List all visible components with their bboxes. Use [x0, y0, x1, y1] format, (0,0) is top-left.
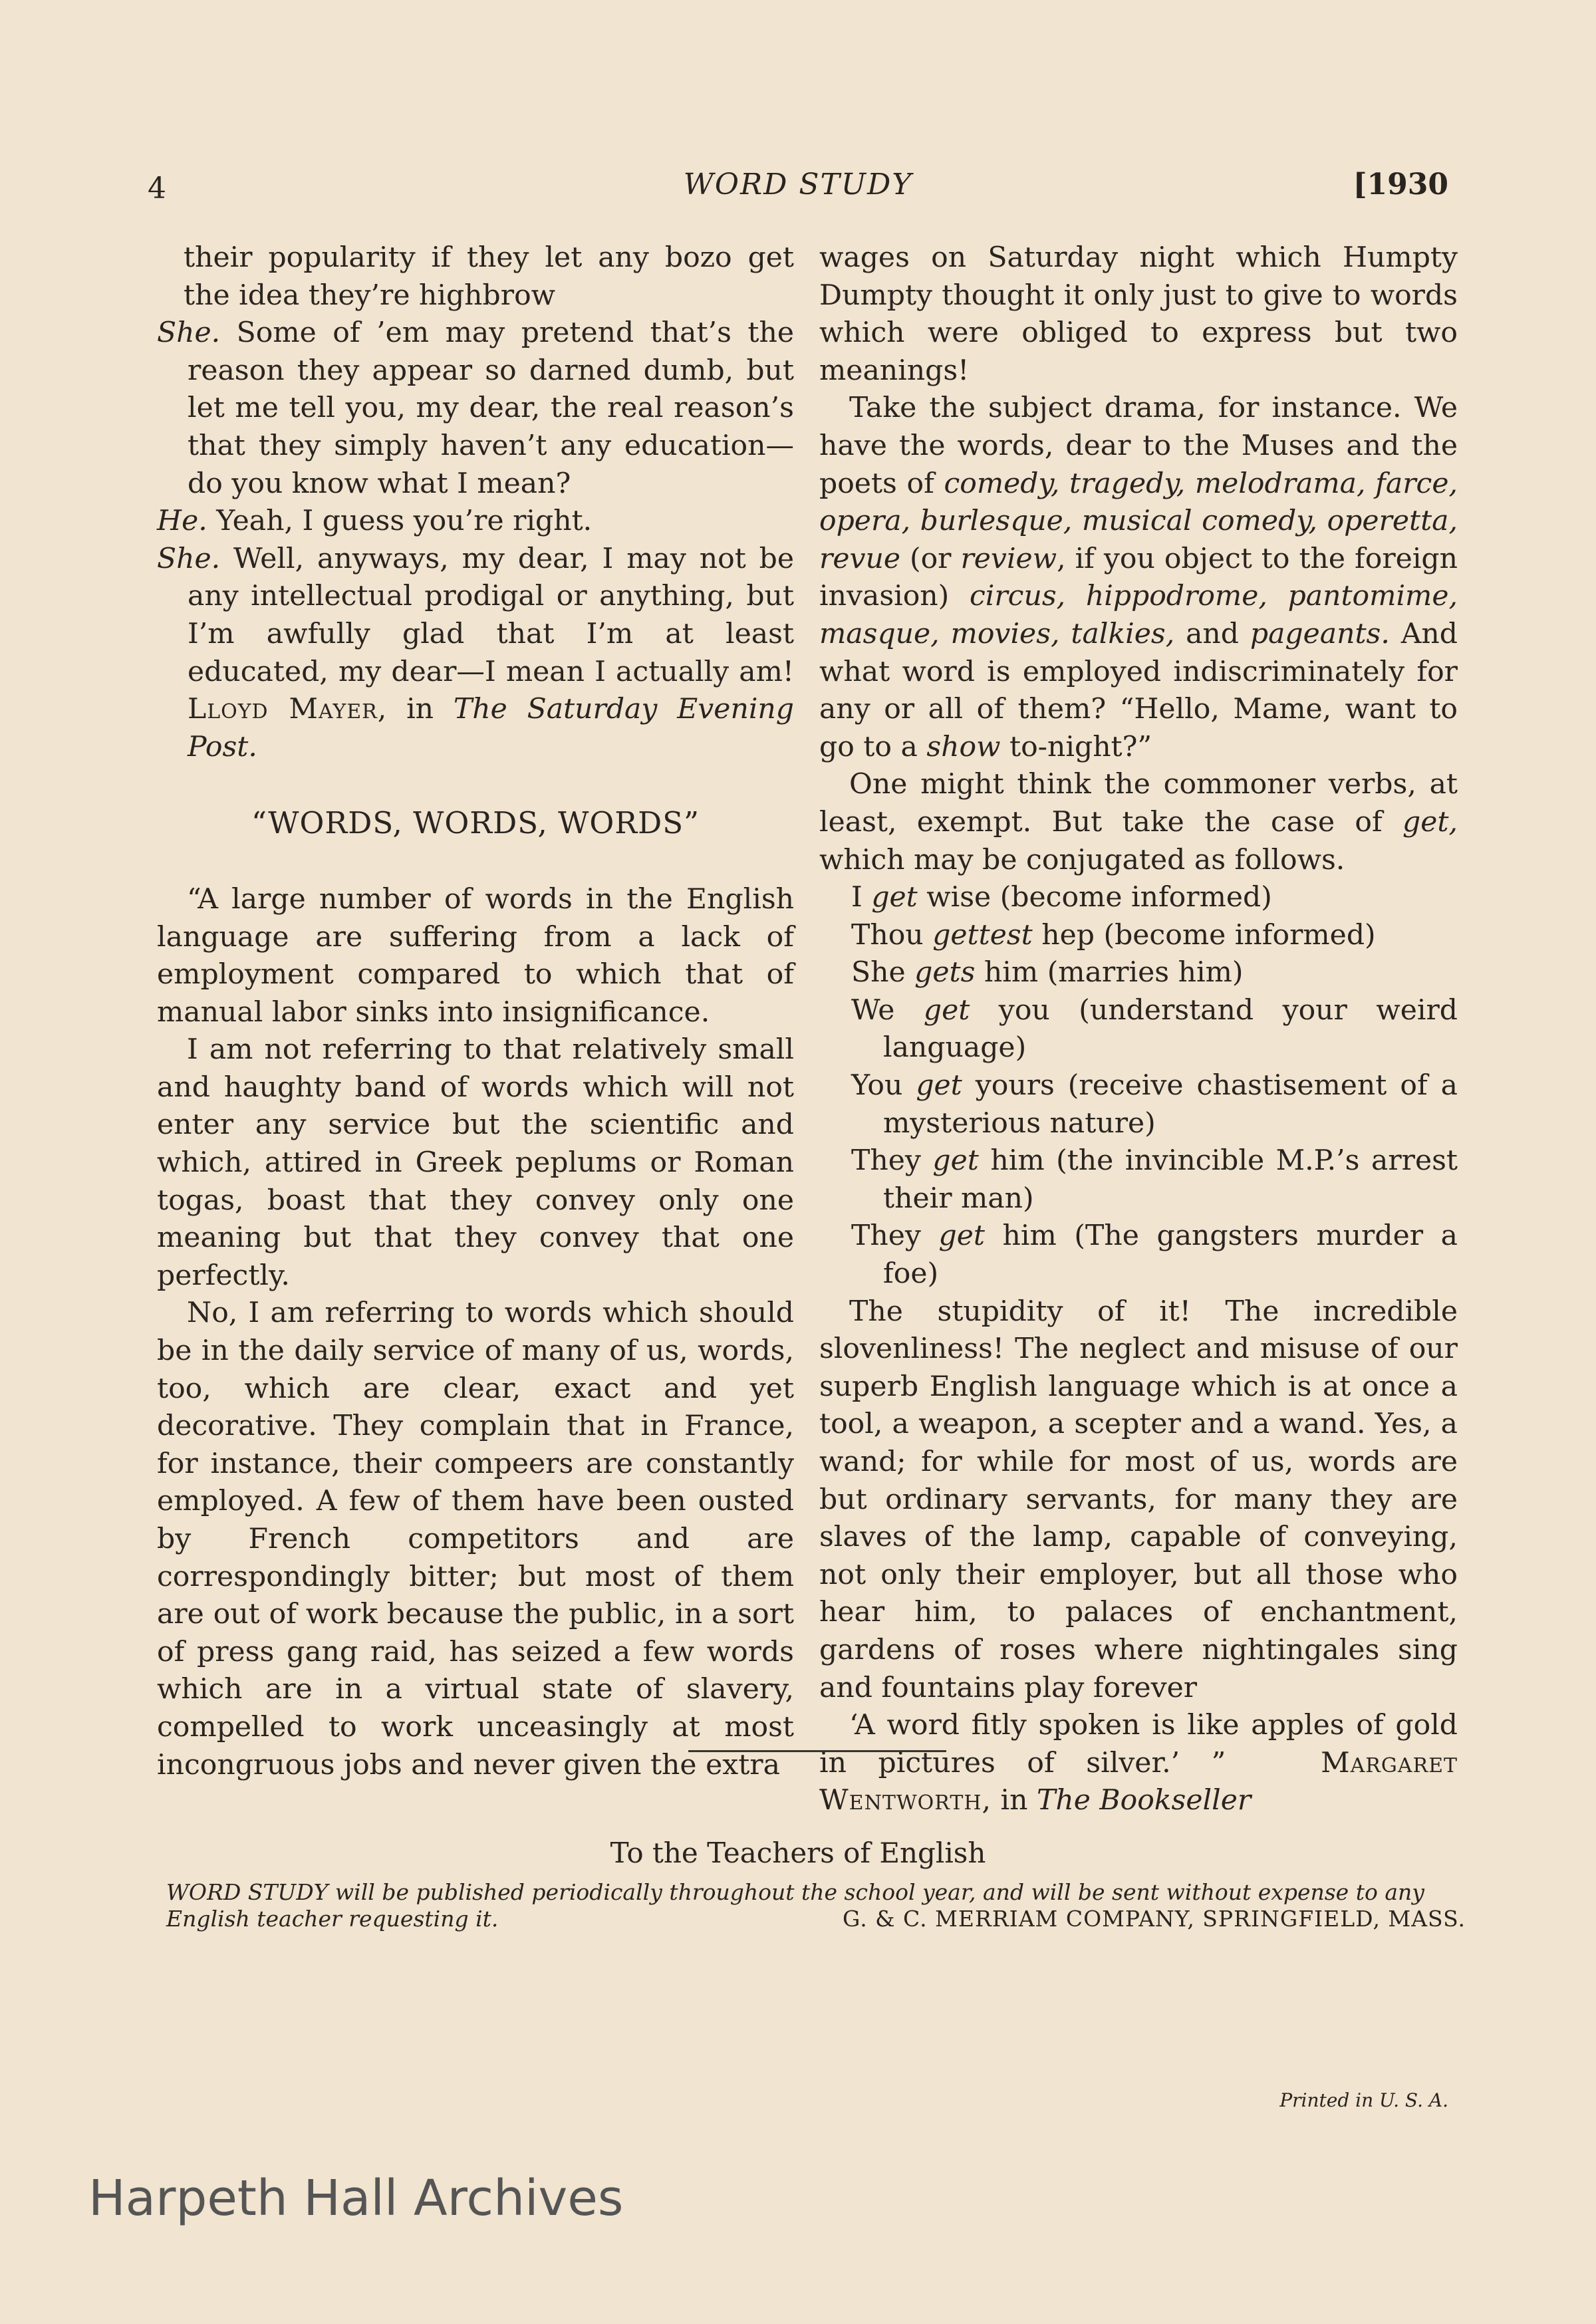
text-run: yours (receive chastisement of a mysterious nature): [883, 1069, 1458, 1140]
notice-body: [166, 1879, 1466, 1932]
text-run: I: [851, 881, 872, 914]
article-paragraph: [819, 766, 1458, 879]
page-number: 4: [148, 172, 166, 205]
verb-form: get: [938, 1220, 985, 1253]
text-run: hep (become informed): [1032, 918, 1376, 952]
conjugation-line: [819, 879, 1458, 917]
conjugation-line: [819, 992, 1458, 1067]
notice-text: WORD STUDY will be published periodically throughout the school year, and will be sent without expense to any English teacher requesting it.: [166, 1879, 1424, 1932]
italic-words: show: [926, 730, 1001, 763]
text-run: And what word is employed indiscriminately for any or all of them? “Hello, Mame, want to go to a: [819, 617, 1458, 763]
article-paragraph: I am not referring to that relatively small and haughty band of words which will not enter any service but the scientific and which, attired in Greek peplums or Roman togas, boast that they convey only one meaning but that they convey that one perfectly.: [157, 1033, 794, 1292]
article-paragraph: “A large number of words in the English language are suffering from a lack of employment compared to which that of manual labor sinks into insignificance.: [157, 882, 794, 1029]
italic-words: pageants.: [1250, 617, 1390, 650]
printed-note: Printed in U. S. A.: [1279, 2089, 1448, 2111]
italic-words: comedy, tragedy, melodrama, farce, opera, burlesque, musical comedy, operetta, revue: [819, 467, 1458, 575]
article-paragraph: [819, 390, 1458, 766]
article-paragraph: The stupidity of it! The incredible slovenliness! The neglect and misuse of our superb English language which is at once a tool, a weapon, a scepter and a wand. Yes, a wand; for while for most of us, words are but ordinary servants, for many they are slaves of the lamp, capable of conveying, not only their employer, but all those who hear him, to palaces of enchantment, gardens of roses where nightingales sing and fountains play forever: [819, 1295, 1458, 1704]
speaker-label: He.: [157, 505, 207, 538]
attribution-author: Lloyd Mayer: [188, 693, 378, 726]
publication-title: WORD STUDY: [683, 168, 913, 201]
text-run: wise (become informed): [917, 881, 1272, 914]
dialogue-text: Well, anyways, my dear, I may not be any intellectual prodigal or anything, but I’m awfully glad that I’m at least educated, my dear—I mean I actually am!: [188, 542, 795, 688]
text-run: to-night?”: [1000, 730, 1152, 763]
text-run: Thou: [851, 918, 933, 952]
quote-text: ‘A word fitly spoken is like apples of gold in pictures of silver.’ ”: [819, 1709, 1458, 1779]
speaker-label: She.: [157, 317, 221, 350]
right-column: [819, 239, 1458, 1820]
italic-words: circus, hippodrome, pantomime, masque, movies, talkies,: [819, 580, 1458, 650]
italic-words: review: [960, 542, 1057, 575]
intro-line: their popularity if they let any bozo get the idea they’re highbrow: [184, 241, 794, 312]
dialogue-line: [157, 541, 794, 767]
attribution-connector: , in: [377, 693, 454, 726]
text-run: him (The gangsters murder a foe): [883, 1220, 1458, 1291]
conjugation-line: [819, 1142, 1458, 1218]
conjugation-line: [819, 954, 1458, 992]
section-title: “WORDS, WORDS, WORDS”: [251, 805, 700, 841]
verb-form: gets: [914, 956, 976, 989]
closing-quote: [819, 1707, 1458, 1820]
text-run: you (understand your weird language): [883, 993, 1458, 1065]
verb-form: get: [916, 1069, 962, 1102]
left-column: [157, 239, 794, 1784]
text-run: (or: [900, 542, 961, 575]
speaker-label: She.: [157, 542, 221, 575]
verb-form: get: [932, 1144, 979, 1178]
text-run: him (marries him): [975, 956, 1244, 989]
text-run: Take the subject drama, for instance. We have the words, dear to the Muses and the poets of: [819, 392, 1458, 500]
verb-form: get: [871, 881, 918, 914]
attribution-source: The Bookseller: [1037, 1784, 1252, 1817]
attribution-source: The Saturday Evening Post.: [188, 693, 794, 763]
conjugation-line: [819, 917, 1458, 955]
conjugation-line: [819, 1067, 1458, 1142]
text-run: which may be conjugated as follows.: [819, 843, 1345, 876]
article-paragraph: No, I am referring to words which should be in the daily service of many of us, words, too, which are clear, exact and yet decorative. They complain that in France, for instance, their compeers are constantly employed. A few of them have been ousted by French competitors and are correspondingly bitter; but most of them are out of work because the public, in a sort of press gang raid, has seized a few words which are in a virtual state of slavery, compelled to work unceasingly at most incongruous jobs and never given the extra: [157, 1297, 794, 1781]
text-run: , if you object to the foreign invasion): [819, 542, 1458, 613]
text-run: One might think the commoner verbs, at least, exempt. But take the case of: [819, 768, 1458, 839]
text-run: him (the invincible M.P.’s arrest their man): [883, 1144, 1458, 1215]
divider-rule: [688, 1750, 946, 1752]
dialogue-text: Yeah, I guess you’re right.: [216, 505, 593, 538]
dialogue-text: Some of ’em may pretend that’s the reason they appear so darned dumb, but let me tell you, my dear, the real reason’s that they simply haven’t any education—do you know what I mean?: [188, 317, 794, 500]
verb-form: gettest: [932, 918, 1033, 952]
text-run: They: [851, 1144, 933, 1178]
dialogue-line: [157, 503, 794, 541]
text-run: They: [851, 1220, 939, 1253]
verb-form: get: [923, 993, 970, 1027]
text-run: We: [851, 993, 924, 1027]
article-paragraph: wages on Saturday night which Humpty Dumpty thought it only just to give to words which were obliged to express but two meanings!: [819, 241, 1458, 387]
attribution-connector: in: [1000, 1784, 1037, 1817]
page-header: [0, 168, 1596, 207]
publisher-name: G. & C. MERRIAM COMPANY, SPRINGFIELD, MASS.: [843, 1906, 1466, 1932]
text-run: and: [1174, 617, 1250, 650]
archive-watermark: Harpeth Hall Archives: [88, 2170, 624, 2227]
notice-title: To the Teachers of English: [610, 1837, 986, 1869]
attribution-author: Margaret Wentworth,: [819, 1746, 1458, 1817]
italic-words: get,: [1402, 805, 1458, 839]
dialogue-line: [157, 315, 794, 503]
publication-year: [1930: [1353, 168, 1448, 201]
conjugation-line: [819, 1218, 1458, 1293]
conjugation-list: [819, 879, 1458, 1293]
text-run: She: [851, 956, 915, 989]
text-run: You: [851, 1069, 916, 1102]
